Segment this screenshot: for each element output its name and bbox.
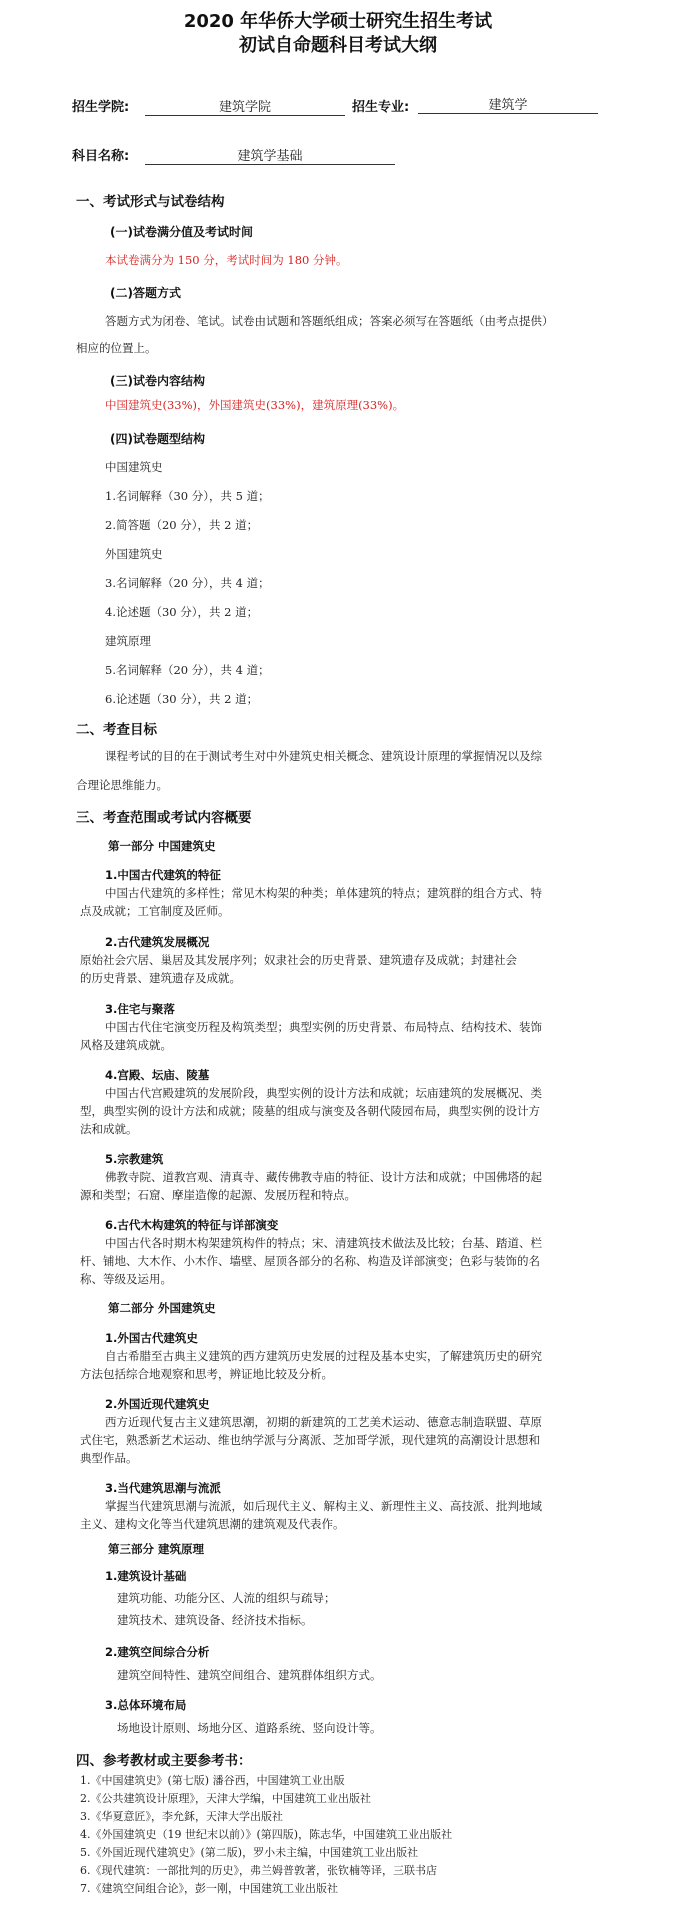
s1-b-text2: 相应的位置上。 [76,341,157,355]
college-value: 建筑学院 [145,96,345,116]
book-7: 7.《建筑空间组合论》，彭一刚，中国建筑工业出版社 [80,1882,338,1895]
s2-text2: 合理论思维能力。 [76,778,168,792]
p1-4-heading: 4.宫殿、坛庙、陵墓 [105,1068,210,1082]
part-1-heading: 第一部分 中国建筑史 [108,839,216,853]
p1-2-text2: 的历史背景、建筑遗存及成就。 [80,971,241,985]
p1-3-heading: 3.住宅与聚落 [105,1002,175,1016]
p1-3-text2: 风格及建筑成就。 [80,1038,172,1052]
p1-6-text2: 杆、铺地、大木作、小木作、墙壁、屋顶各部分的名称、构造及详部演变；色彩与装饰的名 [80,1254,540,1268]
p3-2-heading: 2.建筑空间综合分析 [105,1645,210,1659]
p1-4-text3: 法和成就。 [80,1122,138,1136]
d-item-3: 外国建筑史 [105,547,163,561]
p1-3-text1: 中国古代住宅演变历程及构筑类型；典型实例的历史背景、布局特点、结构技术、装饰 [105,1020,542,1034]
p1-4-text2: 型，典型实例的设计方法和成就；陵墓的组成与演变及各朝代陵园布局，典型实例的设计方 [80,1104,540,1118]
p2-3-heading: 3.当代建筑思潮与流派 [105,1481,221,1495]
s1-c-heading: (三)试卷内容结构 [110,374,205,388]
d-item-4: 3.名词解释（20 分），共 4 道； [105,576,270,590]
section-1-heading: 一、考试形式与试卷结构 [76,194,225,210]
p1-2-heading: 2.古代建筑发展概况 [105,935,210,949]
p1-1-text2: 点及成就；工官制度及匠师。 [80,904,230,918]
p2-3-text1: 掌握当代建筑思潮与流派，如后现代主义、解构主义、新理性主义、高技派、批判地域 [105,1499,542,1513]
section-2-heading: 二、考查目标 [76,722,157,738]
p3-3-text1: 场地设计原则、场地分区、道路系统、竖向设计等。 [117,1721,382,1735]
p1-5-text2: 源和类型；石窟、摩崖造像的起源、发展历程和特点。 [80,1188,356,1202]
d-item-2: 2.简答题（20 分），共 2 道； [105,518,259,532]
d-item-1: 1.名词解释（30 分），共 5 道； [105,489,270,503]
book-3: 3.《华夏意匠》，李允鉌，天津大学出版社 [80,1810,283,1823]
p2-3-text2: 主义、建构文化等当代建筑思潮的建筑观及代表作。 [80,1517,345,1531]
s1-a-heading: (一)试卷满分值及考试时间 [110,225,253,239]
s1-b-text1: 答题方式为闭卷、笔试。试卷由试题和答题纸组成；答案必须写在答题纸（由考点提供） [105,314,554,328]
p2-2-heading: 2.外国近现代建筑史 [105,1397,210,1411]
p3-2-text1: 建筑空间特性、建筑空间组合、建筑群体组织方式。 [117,1668,382,1682]
p1-5-heading: 5.宗教建筑 [105,1152,164,1166]
p2-2-text2: 式住宅，熟悉新艺术运动、维也纳学派与分离派、芝加哥学派，现代建筑的高潮设计思想和 [80,1433,540,1447]
p1-5-text1: 佛教寺院、道教宫观、清真寺、藏传佛教寺庙的特征、设计方法和成就；中国佛塔的起 [105,1170,542,1184]
p1-4-text1: 中国古代宫殿建筑的发展阶段，典型实例的设计方法和成就；坛庙建筑的发展概况、类 [105,1086,542,1100]
p1-6-text1: 中国古代各时期木构架建筑构件的特点；宋、清建筑技术做法及比较；台基、踏道、栏 [105,1236,542,1250]
s2-text1: 课程考试的目的在于测试考生对中外建筑史相关概念、建筑设计原理的掌握情况以及综 [105,749,542,763]
d-item-6: 建筑原理 [105,634,151,648]
d-item-7: 5.名词解释（20 分），共 4 道； [105,663,270,677]
p1-1-text1: 中国古代建筑的多样性；常见木构架的种类；单体建筑的特点；建筑群的组合方式、特 [105,886,542,900]
p2-1-text1: 自古希腊至古典主义建筑的西方建筑历史发展的过程及基本史实，了解建筑历史的研究 [105,1349,542,1363]
book-1: 1.《中国建筑史》(第七版) 潘谷西，中国建筑工业出版 [80,1774,345,1787]
p1-6-text3: 称、等级及运用。 [80,1272,172,1286]
p1-6-heading: 6.古代木构建筑的特征与详部演变 [105,1218,279,1232]
major-label: 招生专业: [352,100,410,115]
p1-2-text1: 原始社会穴居、巢居及其发展序列；奴隶社会的历史背景、建筑遗存及成就；封建社会 [80,953,517,967]
p2-1-heading: 1.外国古代建筑史 [105,1331,198,1345]
d-item-0: 中国建筑史 [105,460,163,474]
part-3-heading: 第三部分 建筑原理 [108,1542,205,1556]
book-6: 6.《现代建筑：一部批判的历史》，弗兰姆普敦著，张钦楠等译，三联书店 [80,1864,437,1877]
p2-2-text3: 典型作品。 [80,1451,138,1465]
d-item-5: 4.论述题（30 分），共 2 道； [105,605,259,619]
college-label: 招生学院: [72,100,130,115]
p2-1-text2: 方法包括综合地观察和思考，辨证地比较及分析。 [80,1367,333,1381]
p3-1-text2: 建筑技术、建筑设备、经济技术指标。 [117,1613,313,1627]
p1-1-heading: 1.中国古代建筑的特征 [105,868,221,882]
book-2: 2.《公共建筑设计原理》，天津大学编，中国建筑工业出版社 [80,1792,371,1805]
book-4: 4.《外国建筑史（19 世纪末以前）》(第四版)，陈志华，中国建筑工业出版社 [80,1828,453,1841]
s1-b-heading: (二)答题方式 [110,286,181,300]
page-title-line1: 2020 年华侨大学硕士研究生招生考试 [183,11,493,32]
s1-a-text: 本试卷满分为 150 分，考试时间为 180 分钟。 [105,253,348,267]
section-4-heading: 四、参考教材或主要参考书： [76,1753,252,1769]
section-3-heading: 三、考查范围或考试内容概要 [76,810,252,826]
subject-value: 建筑学基础 [145,145,395,165]
subject-label: 科目名称: [72,149,130,164]
p3-1-text1: 建筑功能、功能分区、人流的组织与疏导； [117,1591,336,1605]
p3-1-heading: 1.建筑设计基础 [105,1569,187,1583]
major-value: 建筑学 [418,94,598,114]
page-title-line2: 初试自命题科目考试大纲 [239,35,437,56]
p2-2-text1: 西方近现代复古主义建筑思潮，初期的新建筑的工艺美术运动、德意志制造联盟、草原 [105,1415,542,1429]
part-2-heading: 第二部分 外国建筑史 [108,1301,216,1315]
p3-3-heading: 3.总体环境布局 [105,1698,187,1712]
book-5: 5.《外国近现代建筑史》(第二版)，罗小未主编，中国建筑工业出版社 [80,1846,419,1859]
s1-c-text: 中国建筑史(33%)，外国建筑史(33%)，建筑原理(33%)。 [105,398,405,412]
s1-d-heading: (四)试卷题型结构 [110,432,205,446]
d-item-8: 6.论述题（30 分），共 2 道； [105,692,259,706]
